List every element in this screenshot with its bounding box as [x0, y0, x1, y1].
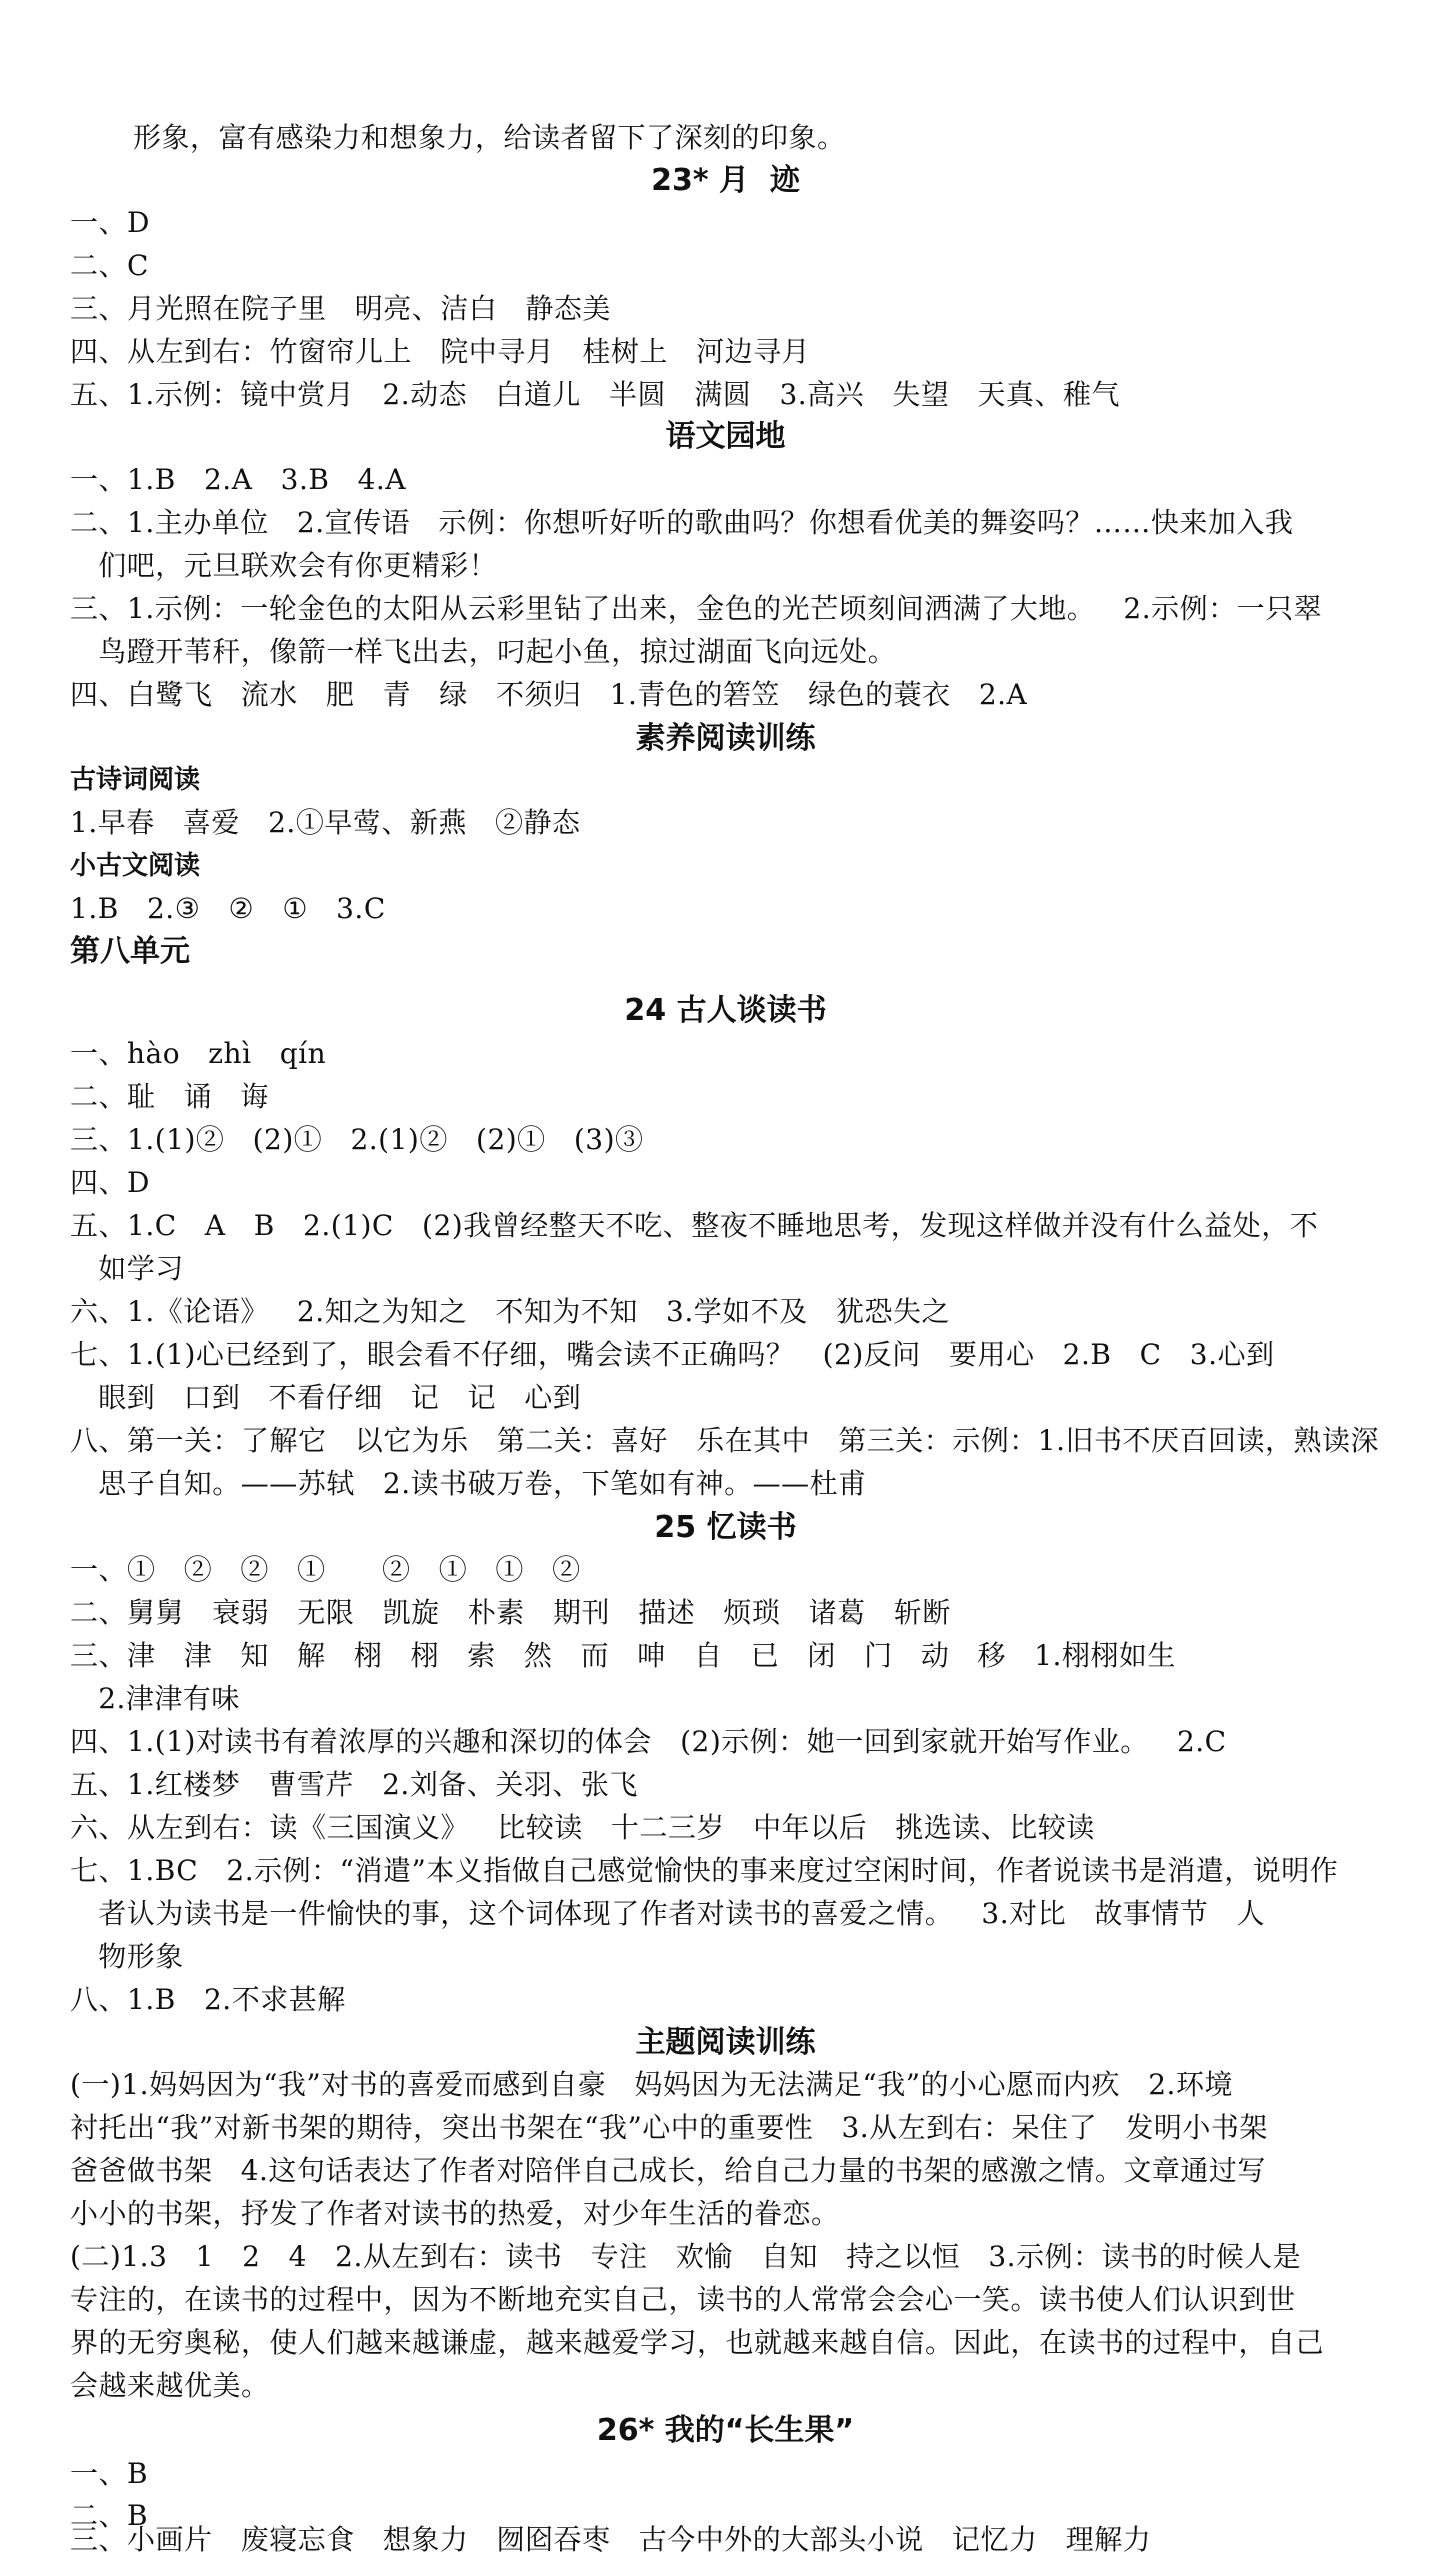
s24-line-3: 三、1.(1)② (2)① 2.(1)② (2)① (3)③: [70, 1123, 644, 1156]
garden-line-1: 一、1.B 2.A 3.B 4.A: [70, 463, 407, 496]
s25-line-10: 物形象: [70, 1940, 184, 1973]
garden-title: 语文园地: [665, 419, 786, 454]
section-23-title: 23* 月 迹: [651, 163, 800, 198]
intro-line: 形象，富有感染力和想象力，给读者留下了深刻的印象。: [133, 121, 846, 154]
s24-line-10: 八、第一关：了解它 以它为乐 第二关：喜好 乐在其中 第三关：示例：1.旧书不厌百回读，熟读深: [70, 1424, 1380, 1457]
section-24-title: 24 古人谈读书: [624, 993, 827, 1028]
s26-line-2: 二、B: [70, 2499, 149, 2532]
s23-line-2: 二、C: [70, 249, 149, 282]
s23-line-5: 五、1.示例：镜中赏月 2.动态 白道儿 半圆 满圆 3.高兴 失望 天真、稚气: [70, 378, 1121, 411]
theme-line-3: 爸爸做书架 4.这句话表达了作者对陪伴自己成长，给自己力量的书架的感激之情。文章通过写: [70, 2154, 1266, 2187]
poem-heading: 古诗词阅读: [70, 765, 201, 795]
garden-line-3: 们吧，元旦联欢会有你更精彩！: [70, 549, 498, 582]
theme-line-5: (二)1.3 1 2 4 2.从左到右：读书 专注 欢愉 自知 持之以恒 3.示例：读书的时候人是: [70, 2240, 1302, 2273]
s25-line-6: 五、1.红楼梦 曹雪芹 2.刘备、关羽、张飞: [70, 1768, 638, 1801]
s25-line-7: 六、从左到右：读《三国演义》 比较读 十二三岁 中年以后 挑选读、比较读: [70, 1811, 1095, 1844]
s26-line-3: 三、小画片 废寝忘食 想象力 囫囵吞枣 古今中外的大部头小说 记忆力 理解力: [70, 2523, 1152, 2556]
literacy-title: 素养阅读训练: [635, 721, 816, 756]
s25-line-11: 八、1.B 2.不求甚解: [70, 1983, 346, 2016]
theme-line-8: 会越来越优美。: [70, 2369, 270, 2402]
classical-line: 1.B 2.③ ② ① 3.C: [70, 892, 386, 925]
section-26-title: 26* 我的“长生果”: [596, 2413, 855, 2448]
s24-line-9: 眼到 口到 不看仔细 记 记 心到: [70, 1381, 582, 1414]
s26-line-1: 一、B: [70, 2457, 149, 2490]
s24-line-1: 一、hào zhì qín: [70, 1037, 327, 1070]
garden-line-6: 四、白鹭飞 流水 肥 青 绿 不须归 1.青色的箬笠 绿色的蓑衣 2.A: [70, 678, 1028, 711]
theme-line-4: 小小的书架，抒发了作者对读书的热爱，对少年生活的眷恋。: [70, 2197, 840, 2230]
s24-line-8: 七、1.(1)心已经到了，眼会看不仔细，嘴会读不正确吗？ (2)反问 要用心 2.B C 3.心到: [70, 1338, 1275, 1371]
classical-heading: 小古文阅读: [70, 851, 201, 881]
s25-line-9: 者认为读书是一件愉快的事，这个词体现了作者对读书的喜爱之情。 3.对比 故事情节 人: [70, 1897, 1266, 1930]
s25-line-3: 三、津 津 知 解 栩 栩 索 然 而 呻 自 已 闭 门 动 移 1.栩栩如生: [70, 1639, 1176, 1672]
s25-line-4: 2.津津有味: [70, 1682, 240, 1715]
s24-line-4: 四、D: [70, 1166, 150, 1199]
section-25-title: 25 忆读书: [654, 1510, 797, 1545]
theme-line-6: 专注的，在读书的过程中，因为不断地充实自己，读书的人常常会会心一笑。读书使人们认识到世: [70, 2283, 1296, 2316]
unit-title: 第八单元: [70, 934, 190, 969]
s24-line-2: 二、耻 诵 诲: [70, 1080, 269, 1113]
s23-line-3: 三、月光照在院子里 明亮、洁白 静态美: [70, 292, 611, 325]
s24-line-7: 六、1.《论语》 2.知之为知之 不知为不知 3.学如不及 犹恐失之: [70, 1295, 950, 1328]
s24-line-5: 五、1.C A B 2.(1)C (2)我曾经整天不吃、整夜不睡地思考，发现这样做并没有什么益处，不: [70, 1209, 1319, 1242]
poem-line: 1.早春 喜爱 2.①早莺、新燕 ②静态: [70, 806, 581, 839]
theme-line-7: 界的无穷奥秘，使人们越来越谦虚，越来越爱学习，也就越来越自信。因此，在读书的过程中，自己: [70, 2326, 1325, 2359]
s23-line-4: 四、从左到右：竹窗帘儿上 院中寻月 桂树上 河边寻月: [70, 335, 811, 368]
s24-line-6: 如学习: [70, 1252, 184, 1285]
theme-line-1: (一)1.妈妈因为“我”对书的喜爱而感到自豪 妈妈因为无法满足“我”的小心愿而内疚 2.环境: [70, 2068, 1233, 2101]
garden-line-2: 二、1.主办单位 2.宣传语 示例：你想听好听的歌曲吗？你想看优美的舞姿吗？……快来加入我: [70, 506, 1294, 539]
theme-line-2: 衬托出“我”对新书架的期待，突出书架在“我”心中的重要性 3.从左到右：呆住了 发明小书架: [70, 2111, 1268, 2144]
garden-line-5: 鸟蹬开苇秆，像箭一样飞出去，叼起小鱼，掠过湖面飞向远处。: [70, 635, 897, 668]
s25-line-1: 一、① ② ② ① ② ① ① ②: [70, 1553, 581, 1586]
s25-line-2: 二、舅舅 衰弱 无限 凯旋 朴素 期刊 描述 烦琐 诸葛 斩断: [70, 1596, 951, 1629]
s25-line-8: 七、1.BC 2.示例：“消遣”本义指做自己感觉愉快的事来度过空闲时间，作者说读书是消遣，说明作: [70, 1854, 1339, 1887]
theme-title: 主题阅读训练: [635, 2025, 816, 2060]
s25-line-5: 四、1.(1)对读书有着浓厚的兴趣和深切的体会 (2)示例：她一回到家就开始写作业。 2.C: [70, 1725, 1227, 1758]
s23-line-1: 一、D: [70, 206, 150, 239]
garden-line-4: 三、1.示例：一轮金色的太阳从云彩里钻了出来，金色的光芒顷刻间洒满了大地。 2.示例：一只翠: [70, 592, 1323, 625]
s24-line-11: 思子自知。——苏轼 2.读书破万卷，下笔如有神。——杜甫: [70, 1467, 867, 1500]
